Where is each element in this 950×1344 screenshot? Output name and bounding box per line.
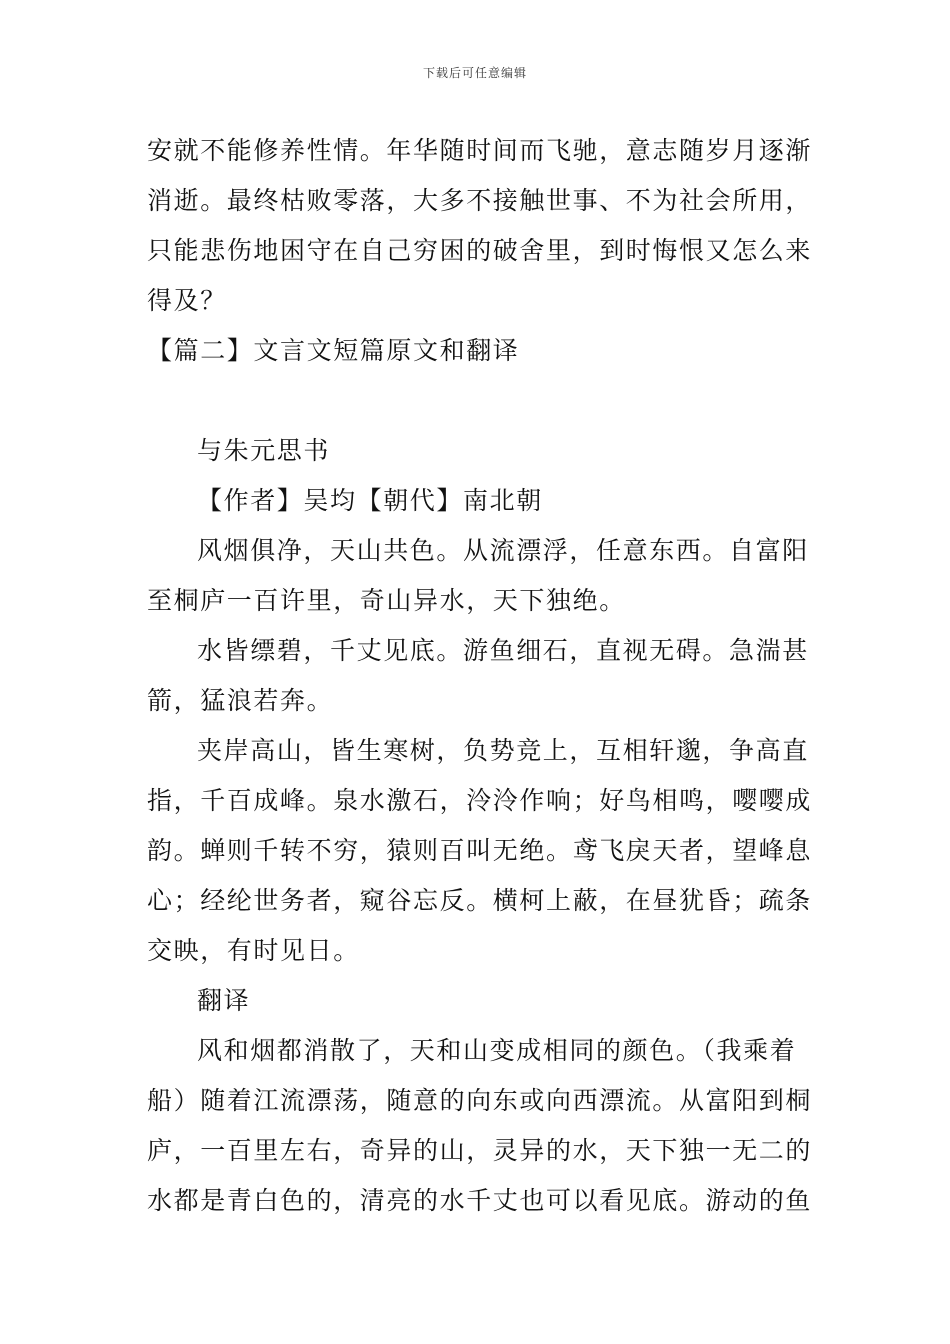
text-line: 与朱元思书 (197, 436, 331, 465)
text-line: 庐，一百里左右，奇异的山，灵异的水，天下独一无二的 (147, 1136, 813, 1165)
text-line: 交映，有时见日。 (147, 936, 360, 965)
text-line: 箭，猛浪若奔。 (147, 686, 334, 715)
text-line: 指，千百成峰。泉水激石，泠泠作响；好鸟相鸣，嘤嘤成 (147, 786, 813, 815)
text-line: 得及？ (147, 286, 227, 315)
text-line: 心；经纶世务者，窥谷忘反。横柯上蔽，在昼犹昏；疏条 (147, 886, 813, 915)
text-line: 韵。蝉则千转不穷，猿则百叫无绝。鸢飞戾天者，望峰息 (147, 836, 813, 865)
text-line: 风和烟都消散了，天和山变成相同的颜色。（我乘着 (197, 1036, 797, 1065)
text-line: 消逝。最终枯败零落，大多不接触世事、不为社会所用， (147, 186, 813, 215)
text-line: 翻译 (197, 986, 251, 1015)
text-line: 安就不能修养性情。年华随时间而飞驰，意志随岁月逐渐 (147, 136, 813, 165)
text-line: 夹岸高山，皆生寒树，负势竞上，互相轩邈，争高直 (197, 736, 809, 765)
text-line: 风烟俱净，天山共色。从流漂浮，任意东西。自富阳 (197, 536, 809, 565)
text-line: 水皆缥碧，千丈见底。游鱼细石，直视无碍。急湍甚 (197, 636, 809, 665)
page-header: 下载后可任意编辑 (422, 66, 527, 80)
document-body (147, 126, 813, 1226)
text-line: 【作者】吴均【朝代】南北朝 (197, 486, 543, 515)
text-line: 至桐庐一百许里，奇山异水，天下独绝。 (147, 586, 626, 615)
text-line: 水都是青白色的，清亮的水千丈也可以看见底。游动的鱼 (147, 1186, 813, 1215)
text-line: 只能悲伤地困守在自己穷困的破舍里，到时悔恨又怎么来 (147, 236, 813, 265)
blank-line (147, 376, 807, 426)
text-line: 船）随着江流漂荡，随意的向东或向西漂流。从富阳到桐 (147, 1086, 813, 1115)
text-line: 【篇二】文言文短篇原文和翻译 (147, 336, 520, 365)
